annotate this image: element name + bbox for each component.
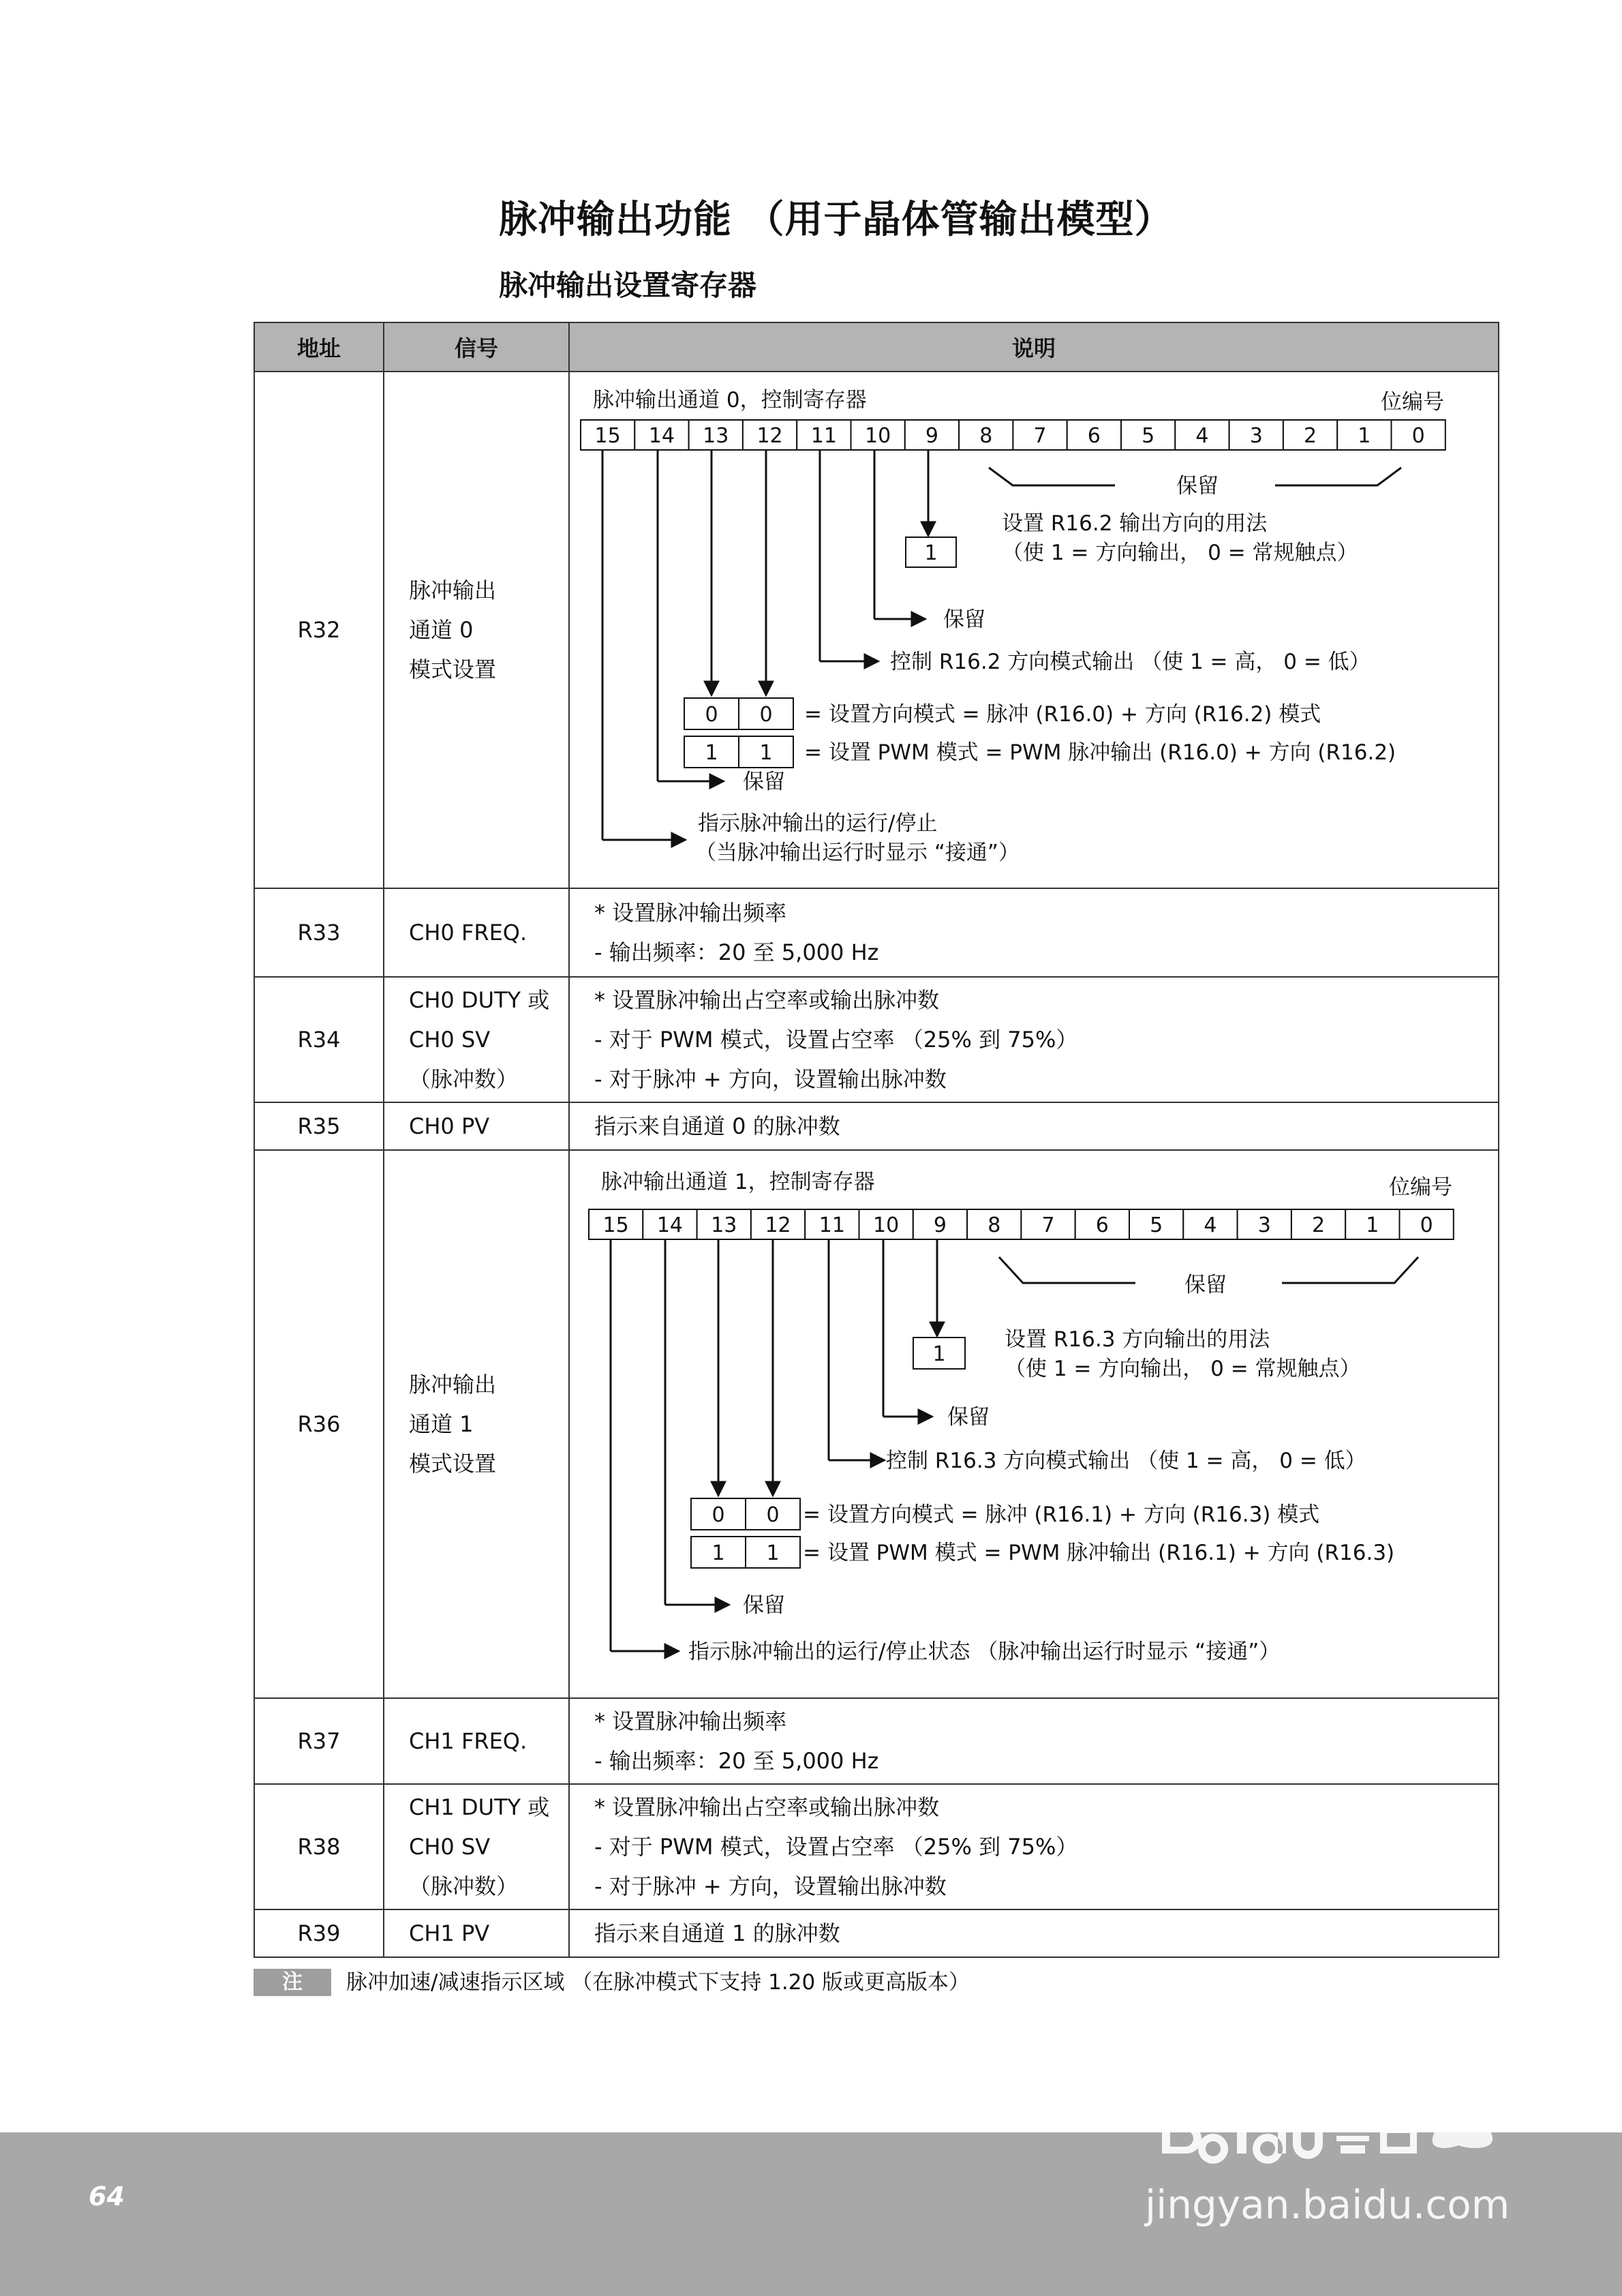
bit-number: 13 <box>711 1213 737 1237</box>
bit15-desc-detail: （当脉冲输出运行时显示 “接通”） <box>695 841 1020 865</box>
signal-line: （脉冲数） <box>409 1066 519 1092</box>
header-desc: 说明 <box>569 322 1499 372</box>
table-row <box>254 1150 1499 1698</box>
bit15-desc: 指示脉冲输出的运行/停止状态 （脉冲输出运行时显示 “接通”） <box>688 1640 1281 1664</box>
signal-cell: CH0 FREQ. <box>384 888 569 977</box>
desc-cell <box>569 1784 1499 1909</box>
addr-cell: R36 <box>254 1150 384 1698</box>
signal-line: CH0 DUTY 或 <box>409 987 550 1013</box>
signal-cell: CH1 PV <box>384 1909 569 1957</box>
bit-number: 11 <box>810 424 837 448</box>
bit10-desc: 保留 <box>947 1405 990 1430</box>
note-badge: 注 <box>254 1969 331 1996</box>
mode00-bit12: 0 <box>766 1503 780 1527</box>
header-addr: 地址 <box>254 322 384 372</box>
baidu-jingyan-logo <box>1148 2069 1530 2178</box>
mode11-desc: = 设置 PWM 模式 = PWM 脉冲输出 (R16.1) + 方向 (R16.3) <box>803 1541 1395 1565</box>
bit-number: 10 <box>873 1213 900 1237</box>
mode11-bit13: 1 <box>711 1541 725 1565</box>
desc-line: * 设置脉冲输出占空率或输出脉冲数 <box>594 987 940 1013</box>
signal-cell <box>384 372 569 888</box>
bit14-desc: 保留 <box>743 1593 785 1618</box>
header-signal: 信号 <box>384 322 569 372</box>
table-row <box>254 372 1499 888</box>
section-subtitle: 脉冲输出设置寄存器 <box>499 269 757 302</box>
bit-diagram-ch1 <box>570 1151 1499 1697</box>
signal-line: 模式设置 <box>409 1451 497 1477</box>
bit9-value: 1 <box>932 1342 946 1366</box>
bit9-desc-detail: （使 1 = 方向输出， 0 = 常规触点） <box>1005 1357 1361 1381</box>
signal-line: （脉冲数） <box>409 1873 519 1899</box>
bit-number: 4 <box>1195 424 1209 448</box>
bit-number-label: 位编号 <box>1389 1175 1452 1200</box>
addr-cell: R35 <box>254 1102 384 1150</box>
desc-cell: 指示来自通道 0 的脉冲数 <box>569 1102 1499 1150</box>
bit-number: 14 <box>656 1213 684 1237</box>
bit9-desc: 设置 R16.2 输出方向的用法 <box>1002 511 1268 536</box>
diagram-heading: 脉冲输出通道 1，控制寄存器 <box>601 1170 875 1194</box>
signal-line: 通道 1 <box>409 1411 474 1437</box>
mode00-desc: = 设置方向模式 = 脉冲 (R16.1) + 方向 (R16.3) 模式 <box>803 1502 1320 1527</box>
signal-cell <box>384 1150 569 1698</box>
bit15-desc: 指示脉冲输出的运行/停止 <box>698 811 938 836</box>
desc-cell <box>569 977 1499 1102</box>
mode00-bit12: 0 <box>759 703 773 727</box>
bit-number: 5 <box>1142 424 1155 448</box>
page-title: 脉冲输出功能 （用于晶体管输出模型） <box>499 198 1174 242</box>
addr-cell: R37 <box>254 1698 384 1784</box>
bit-number: 12 <box>756 424 783 448</box>
bit-diagram-cell <box>569 1150 1499 1698</box>
signal-line: 模式设置 <box>409 656 497 682</box>
bit-number: 4 <box>1204 1213 1217 1237</box>
desc-line: - 对于脉冲 + 方向，设置输出脉冲数 <box>594 1066 947 1092</box>
table-row <box>254 1102 1499 1150</box>
register-table <box>254 322 1499 1958</box>
table-row <box>254 1909 1499 1957</box>
bit-number: 10 <box>865 424 891 448</box>
bit-number-label: 位编号 <box>1381 390 1444 414</box>
bit-number: 14 <box>648 424 675 448</box>
desc-line: - 对于脉冲 + 方向，设置输出脉冲数 <box>594 1873 947 1899</box>
bit14-desc: 保留 <box>743 770 785 794</box>
bit-number: 0 <box>1420 1213 1433 1237</box>
desc-cell <box>569 1698 1499 1784</box>
bit-number: 7 <box>1033 424 1047 448</box>
signal-cell: CH0 PV <box>384 1102 569 1150</box>
reserved-label: 保留 <box>1184 1273 1227 1297</box>
bit-number: 8 <box>988 1213 1001 1237</box>
desc-line: * 设置脉冲输出频率 <box>594 900 787 926</box>
desc-cell <box>569 888 1499 977</box>
bit-number: 5 <box>1150 1213 1163 1237</box>
bit-number: 13 <box>703 424 729 448</box>
signal-cell <box>384 1784 569 1909</box>
bit-diagram-cell <box>569 372 1499 888</box>
signal-line: 脉冲输出 <box>409 577 497 603</box>
addr-cell: R33 <box>254 888 384 977</box>
desc-line: - 输出频率：20 至 5,000 Hz <box>594 1748 879 1774</box>
table-row <box>254 888 1499 977</box>
note-text: 脉冲加速/减速指示区域 （在脉冲模式下支持 1.20 版或更高版本） <box>346 1970 970 1995</box>
bit-diagram-ch0 <box>570 372 1499 888</box>
bit-number: 7 <box>1041 1213 1055 1237</box>
bit-number: 6 <box>1095 1213 1109 1237</box>
watermark-url: jingyan.baidu.com <box>1145 2181 1510 2228</box>
bit9-desc: 设置 R16.3 方向输出的用法 <box>1005 1327 1270 1352</box>
bit9-value: 1 <box>924 541 938 565</box>
addr-cell: R39 <box>254 1909 384 1957</box>
desc-line: - 对于 PWM 模式，设置占空率 （25% 到 75%） <box>594 1027 1078 1053</box>
signal-line: CH0 SV <box>409 1834 491 1860</box>
bit11-desc: 控制 R16.3 方向模式输出 （使 1 = 高， 0 = 低） <box>886 1449 1366 1473</box>
addr-cell: R32 <box>254 372 384 888</box>
desc-line: - 输出频率：20 至 5,000 Hz <box>594 939 879 965</box>
bit-number: 0 <box>1411 424 1425 448</box>
mode00-bit13: 0 <box>705 703 718 727</box>
addr-cell: R38 <box>254 1784 384 1909</box>
bit-number: 15 <box>594 424 621 448</box>
signal-cell: CH1 FREQ. <box>384 1698 569 1784</box>
bit-number: 2 <box>1304 424 1317 448</box>
signal-line: 通道 0 <box>409 617 474 643</box>
signal-line: CH0 SV <box>409 1027 491 1053</box>
mode00-bit13: 0 <box>711 1503 725 1527</box>
reserved-label: 保留 <box>1176 474 1219 498</box>
bit10-desc: 保留 <box>943 607 985 632</box>
bit-number: 1 <box>1366 1213 1379 1237</box>
addr-cell: R34 <box>254 977 384 1102</box>
bit9-desc-detail: （使 1 = 方向输出， 0 = 常规触点） <box>1002 541 1358 565</box>
bit-number: 1 <box>1358 424 1371 448</box>
desc-line: - 对于 PWM 模式，设置占空率 （25% 到 75%） <box>594 1834 1078 1860</box>
bit-number: 9 <box>925 424 938 448</box>
desc-cell: 指示来自通道 1 的脉冲数 <box>569 1909 1499 1957</box>
page-number: 64 <box>89 2181 125 2211</box>
mode00-desc: = 设置方向模式 = 脉冲 (R16.0) + 方向 (R16.2) 模式 <box>804 702 1321 727</box>
bit-number: 12 <box>765 1213 791 1237</box>
signal-line: CH1 DUTY 或 <box>409 1794 550 1820</box>
signal-cell <box>384 977 569 1102</box>
bit-number: 9 <box>933 1213 947 1237</box>
table-header-row <box>254 322 1499 372</box>
bit-number: 2 <box>1312 1213 1326 1237</box>
desc-line: * 设置脉冲输出占空率或输出脉冲数 <box>594 1794 940 1820</box>
desc-line: * 设置脉冲输出频率 <box>594 1708 787 1734</box>
mode11-bit13: 1 <box>705 741 718 765</box>
mode11-bit12: 1 <box>759 741 773 765</box>
mode11-bit12: 1 <box>766 1541 780 1565</box>
bit-number: 8 <box>979 424 993 448</box>
bit-number: 3 <box>1257 1213 1271 1237</box>
bit-number: 15 <box>602 1213 629 1237</box>
bit-number: 6 <box>1087 424 1101 448</box>
bit11-desc: 控制 R16.2 方向模式输出 （使 1 = 高， 0 = 低） <box>890 650 1371 674</box>
table-row <box>254 977 1499 1102</box>
table-row <box>254 1784 1499 1909</box>
diagram-heading: 脉冲输出通道 0，控制寄存器 <box>593 388 867 412</box>
signal-line: 脉冲输出 <box>409 1372 497 1398</box>
bit-number: 11 <box>818 1213 845 1237</box>
mode11-desc: = 设置 PWM 模式 = PWM 脉冲输出 (R16.0) + 方向 (R16.2) <box>804 740 1396 765</box>
bit-number: 3 <box>1249 424 1263 448</box>
table-row <box>254 1698 1499 1784</box>
